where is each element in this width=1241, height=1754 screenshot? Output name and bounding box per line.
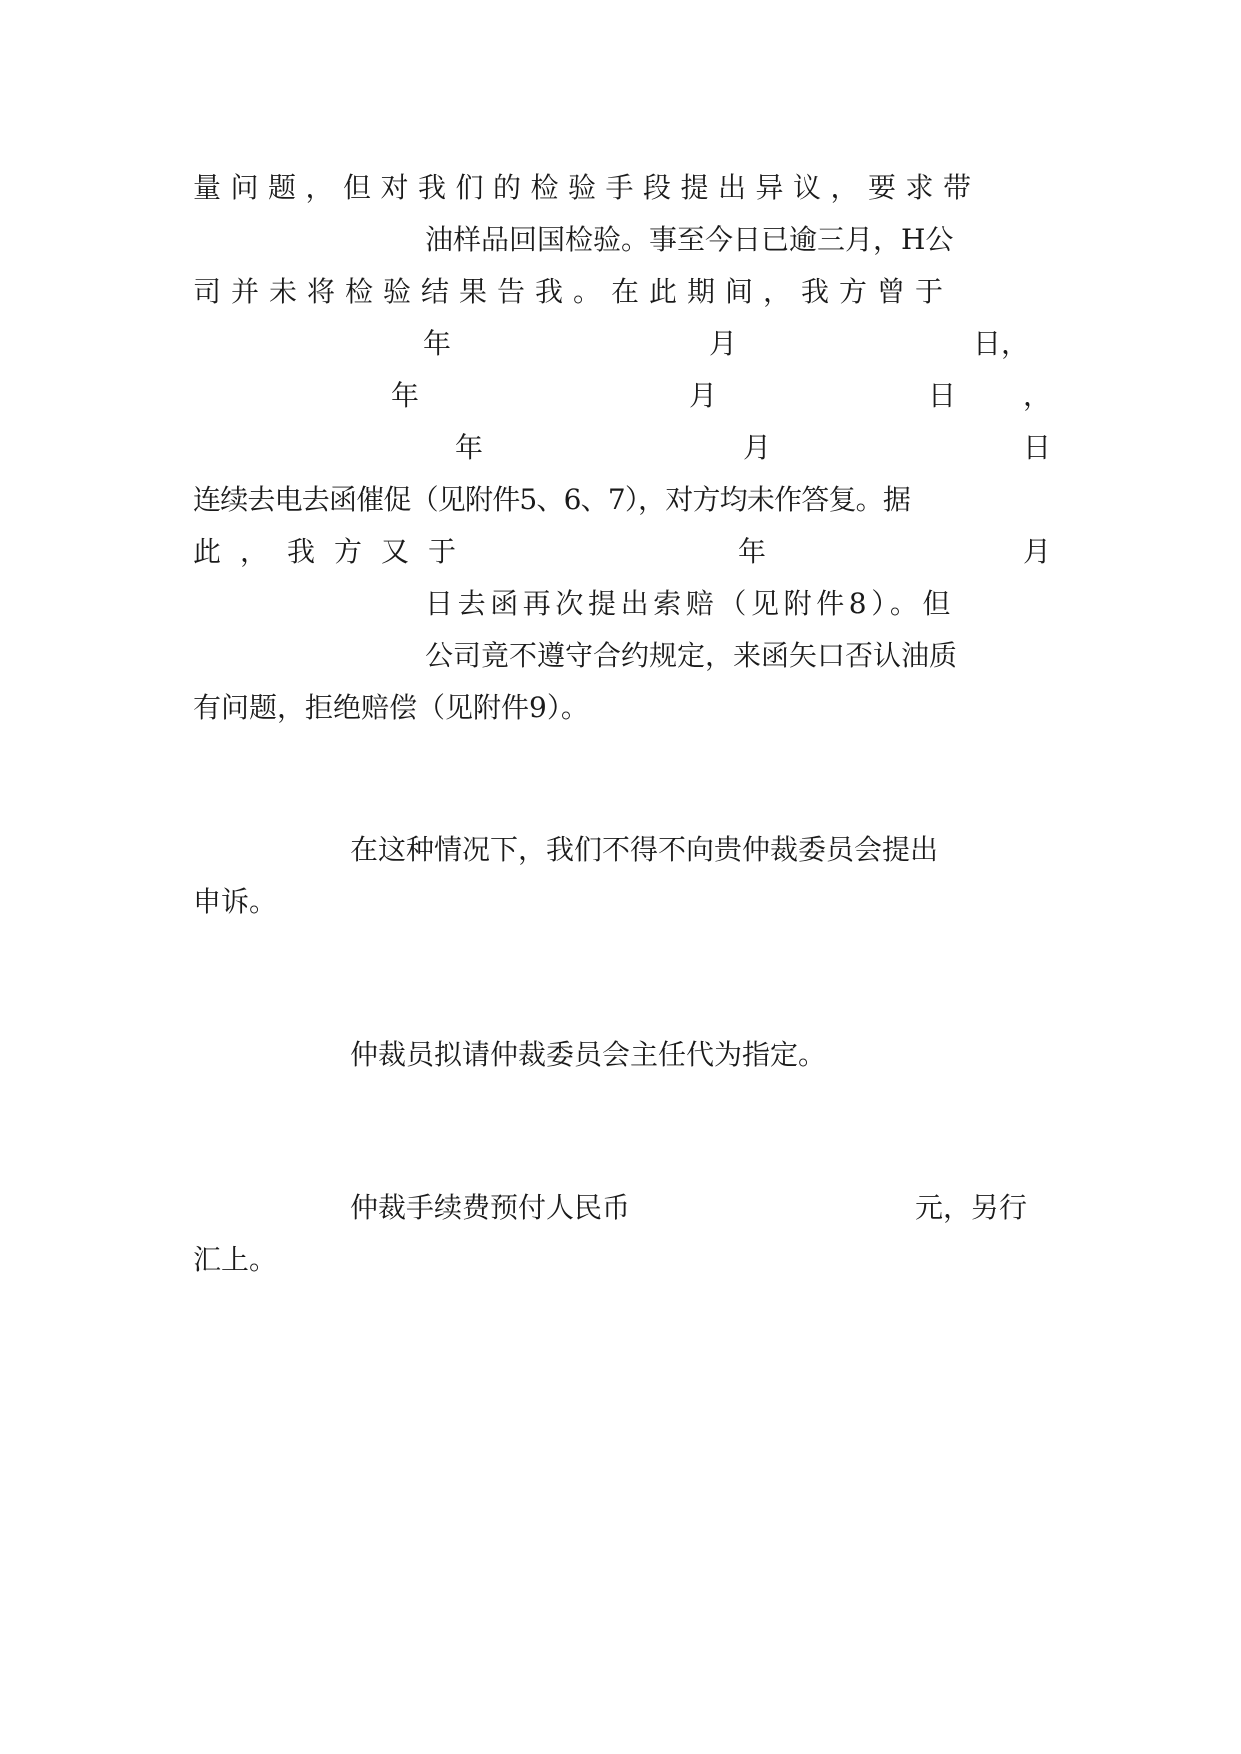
text-line: 油样品回国检验。事至今日已逾三月，H公: [425, 223, 954, 256]
year-label: 年: [455, 431, 484, 464]
fee-line: [193, 1188, 1051, 1228]
year-label: 年: [738, 535, 767, 568]
date-line: [193, 428, 1051, 468]
fee-text: 仲裁手续费预付人民币: [350, 1191, 631, 1224]
comma-mark: ，: [1023, 379, 1052, 412]
text-segment: 此，我方又于: [193, 535, 476, 568]
date-line: [193, 376, 1051, 416]
fee-suffix: 元，另行: [915, 1191, 1028, 1224]
text-line: 公司竟不遵守合约规定，来函矢口否认油质: [425, 639, 958, 672]
month-label: 月: [743, 431, 772, 464]
month-label: 月: [1023, 535, 1052, 568]
paragraph-line: 在这种情况下，我们不得不向贵仲裁委员会提出: [350, 833, 939, 866]
date-line: [193, 532, 1051, 572]
text-line: 有问题，拒绝赔偿（见附件9）。: [193, 691, 589, 724]
day-label: 日，: [973, 327, 1030, 360]
paragraph-line: 仲裁员拟请仲裁委员会主任代为指定。: [350, 1038, 827, 1071]
text-line: 日去函再次提出索赔（见附件8）。但: [425, 587, 956, 620]
paragraph-line: 申诉。: [193, 885, 278, 918]
date-line: [193, 324, 1051, 364]
month-label: 月: [689, 379, 718, 412]
text-line: 连续去电去函催促（见附件5、6、7），对方均未作答复。据: [193, 483, 911, 516]
year-label: 年: [423, 327, 452, 360]
text-line: 量问题，但对我们的检验手段提出异议，要求带: [193, 171, 981, 204]
day-label: 日: [928, 379, 957, 412]
year-label: 年: [391, 379, 420, 412]
day-label: 日: [1023, 431, 1052, 464]
text-line: 司并未将检验结果告我。在此期间，我方曾于: [193, 275, 954, 308]
paragraph-line: 汇上。: [193, 1243, 278, 1276]
month-label: 月: [709, 327, 738, 360]
